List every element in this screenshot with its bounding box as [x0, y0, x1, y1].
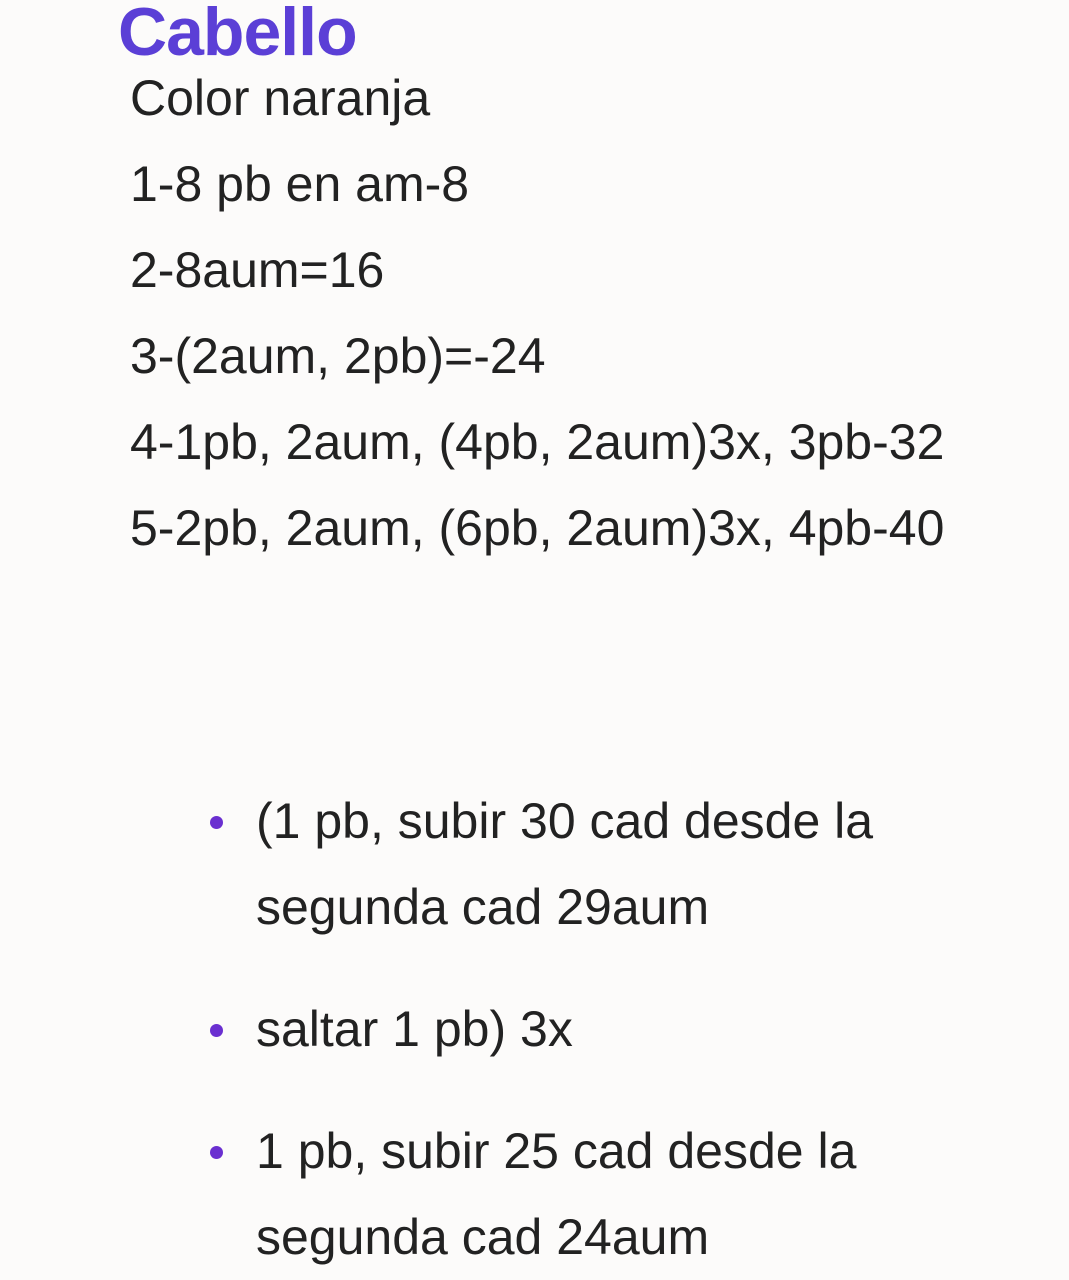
instruction-line: 3-(2aum, 2pb)=-24 — [130, 328, 546, 384]
bullet-item — [256, 1108, 956, 1280]
instruction-list — [130, 55, 950, 571]
section-title: Cabello — [118, 0, 357, 70]
instruction-line: 4-1pb, 2aum, (4pb, 2aum)3x, 3pb-32 — [130, 414, 945, 470]
bullet-dot-icon — [210, 816, 223, 829]
instruction-line: Color naranja — [130, 70, 431, 126]
bullet-dot-icon — [210, 1024, 223, 1037]
bullet-item — [256, 778, 956, 950]
instruction-line: 2-8aum=16 — [130, 242, 385, 298]
bullet-dot-icon — [210, 1146, 223, 1159]
bullet-text: 1 pb, subir 25 cad desde la segunda cad 24aum — [256, 1123, 857, 1265]
bullet-item — [256, 986, 956, 1072]
instruction-line: 5-2pb, 2aum, (6pb, 2aum)3x, 4pb-40 — [130, 500, 945, 556]
bullet-text: saltar 1 pb) 3x — [256, 1001, 573, 1057]
instruction-line: 1-8 pb en am-8 — [130, 156, 470, 212]
bullet-list — [256, 778, 956, 1280]
bullet-text: (1 pb, subir 30 cad desde la segunda cad 29aum — [256, 793, 874, 935]
